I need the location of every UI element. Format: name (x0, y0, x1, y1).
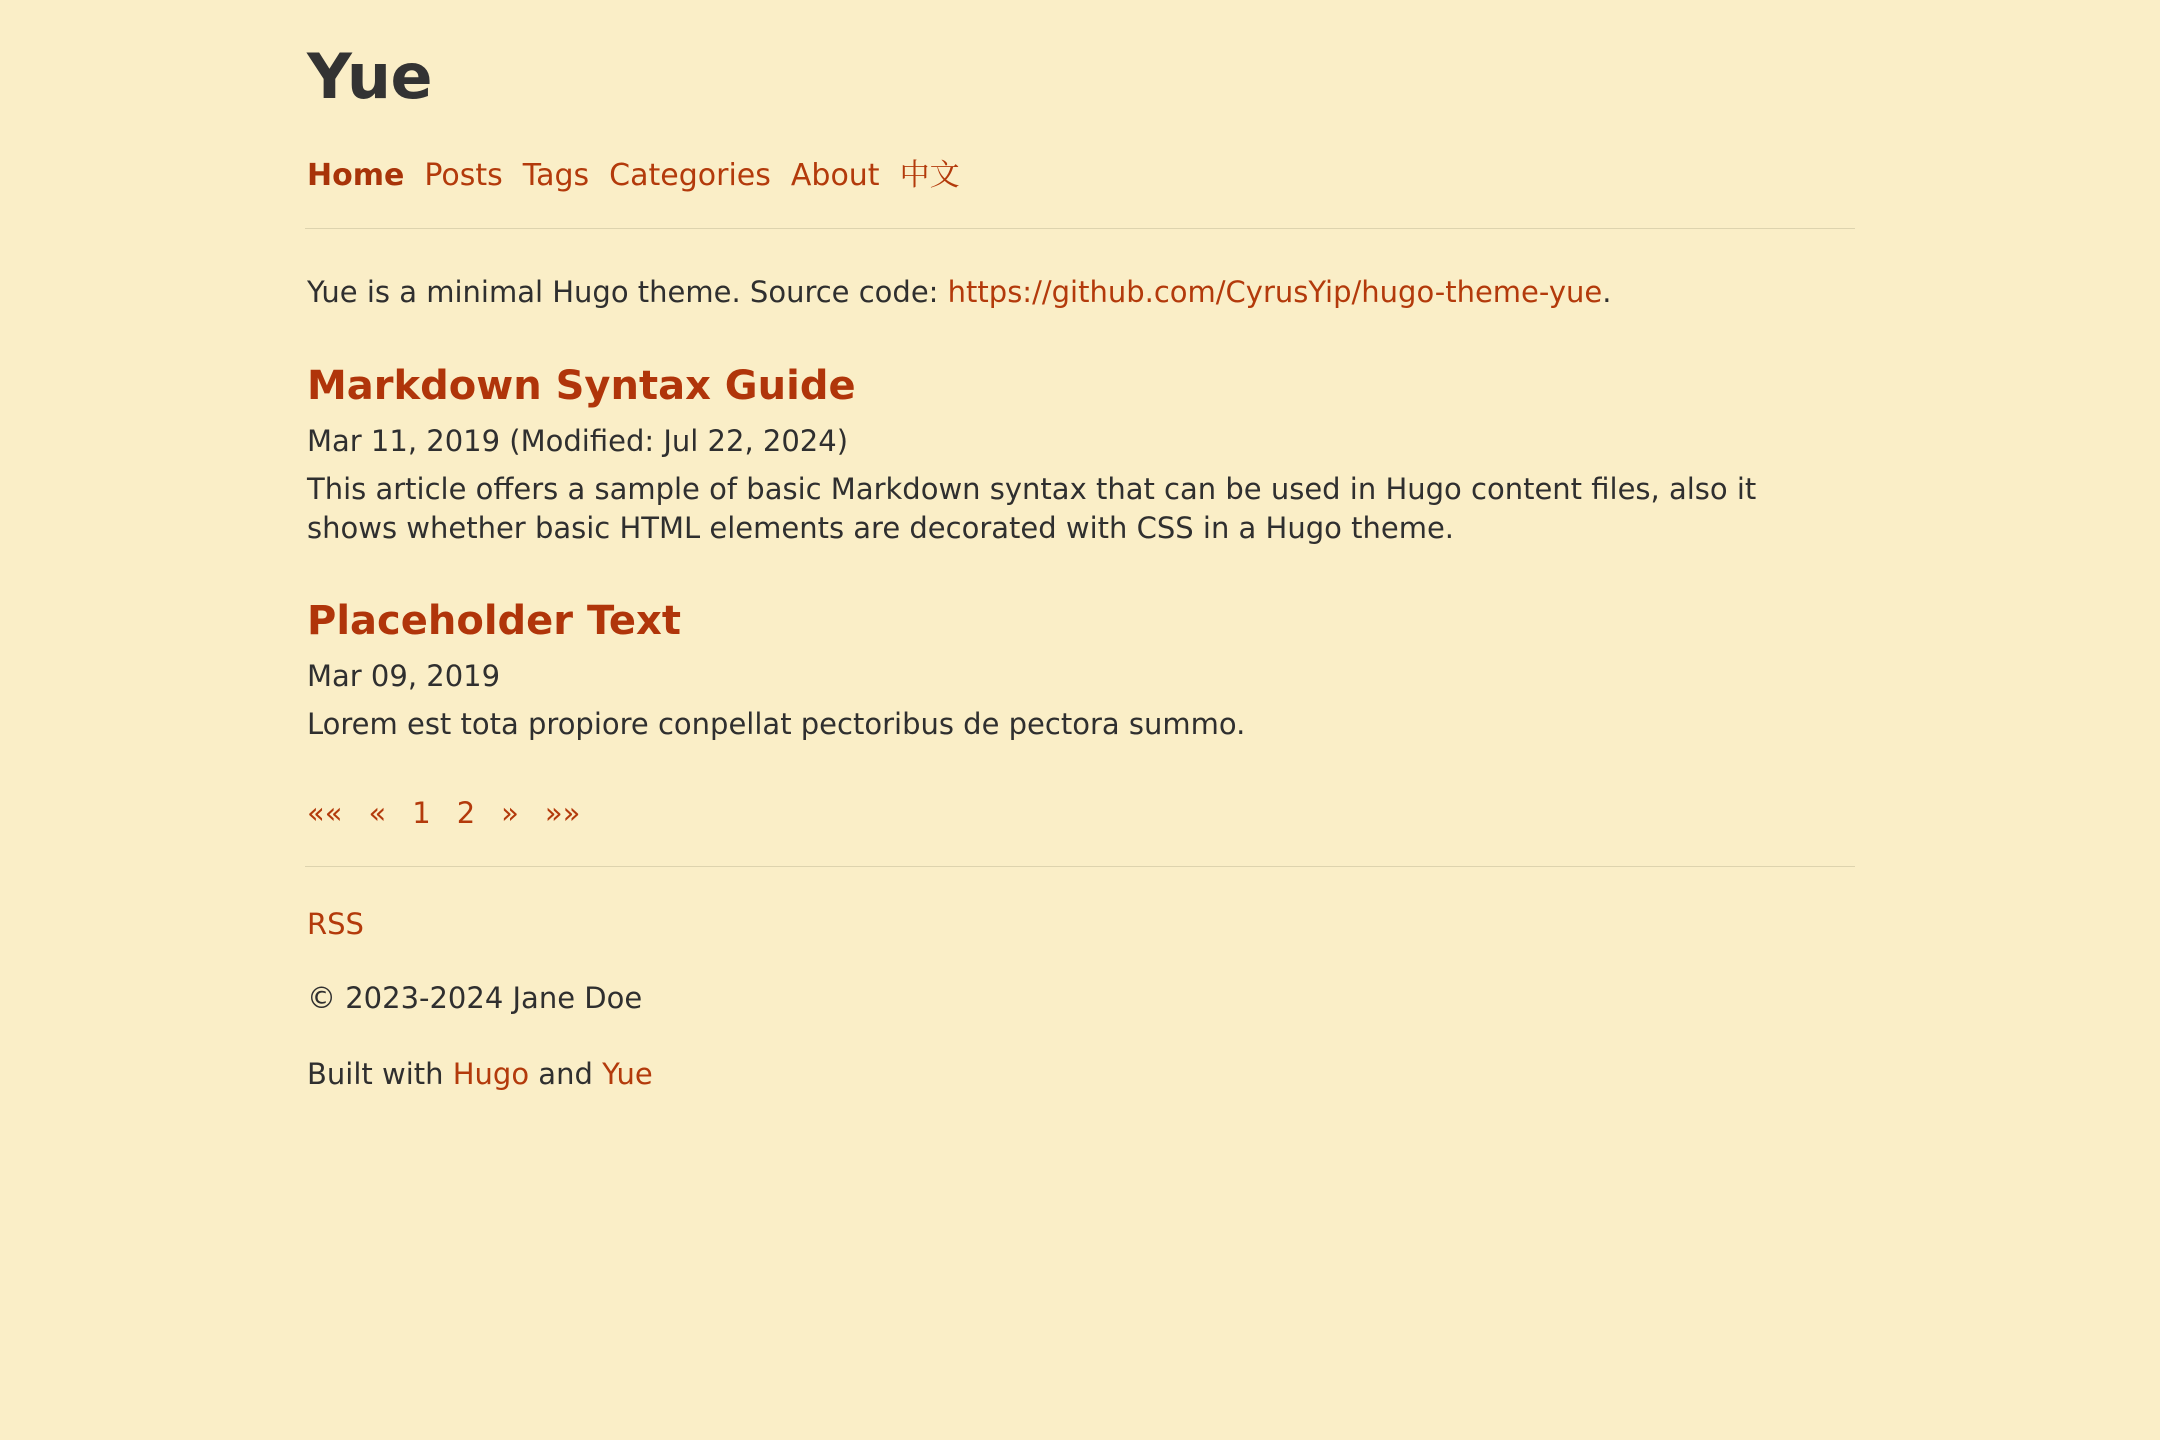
footer-content (305, 907, 1855, 1091)
source-code-link[interactable]: https://github.com/CyrusYip/hugo-theme-yue (947, 275, 1603, 310)
post-title (307, 596, 1855, 646)
post-list-item (305, 596, 1855, 744)
pagination-page-1[interactable]: 1 (412, 796, 431, 831)
post-summary: This article offers a sample of basic Markdown syntax that can be used in Hugo content files, also it shows whether basic HTML elements are decorated with CSS in a Hugo theme. (307, 472, 1757, 546)
site-description (305, 271, 1855, 313)
rss-link[interactable]: RSS (307, 907, 364, 942)
nav-item-posts[interactable]: Posts (424, 158, 503, 194)
site-footer (305, 866, 1855, 1091)
nav-item-chinese[interactable]: 中文 (899, 158, 960, 194)
post-date: Mar 11, 2019 (Modified: Jul 22, 2024) (307, 424, 849, 459)
post-title (307, 361, 1855, 411)
rss-link-wrapper (307, 907, 1855, 941)
pagination-page-2[interactable]: 2 (456, 796, 476, 831)
main-navigation (305, 156, 1855, 195)
built-joiner: and (529, 1057, 603, 1092)
post-date: Mar 09, 2019 (307, 659, 501, 694)
pagination-last[interactable]: »» (544, 796, 581, 831)
pagination-next[interactable]: » (501, 796, 519, 831)
page-container (305, 0, 1855, 1091)
nav-item-tags[interactable]: Tags (522, 158, 590, 194)
intro-text-before: Yue is a minimal Hugo theme. Source code: (307, 275, 948, 310)
built-with-text (307, 1057, 1855, 1091)
post-summary: Lorem est tota propiore conpellat pectoribus de pectora summo. (307, 706, 1246, 741)
nav-item-categories[interactable]: Categories (609, 158, 771, 194)
nav-item-about[interactable]: About (790, 158, 880, 194)
header-divider (305, 228, 1855, 229)
pagination (305, 796, 1855, 830)
nav-item-home[interactable]: Home (307, 158, 405, 194)
post-title-link[interactable]: Placeholder Text (307, 598, 681, 645)
built-prefix: Built with (307, 1057, 453, 1092)
post-title-link[interactable]: Markdown Syntax Guide (307, 363, 856, 410)
pagination-prev[interactable]: « (368, 796, 387, 831)
post-list-item (305, 361, 1855, 548)
intro-text-after: . (1602, 275, 1612, 310)
yue-link[interactable]: Yue (602, 1057, 653, 1092)
page-title: Yue (307, 40, 433, 113)
copyright-text: © 2023-2024 Jane Doe (307, 981, 643, 1016)
footer-divider (305, 866, 1855, 867)
pagination-first[interactable]: «« (307, 796, 343, 831)
hugo-link[interactable]: Hugo (452, 1057, 530, 1092)
